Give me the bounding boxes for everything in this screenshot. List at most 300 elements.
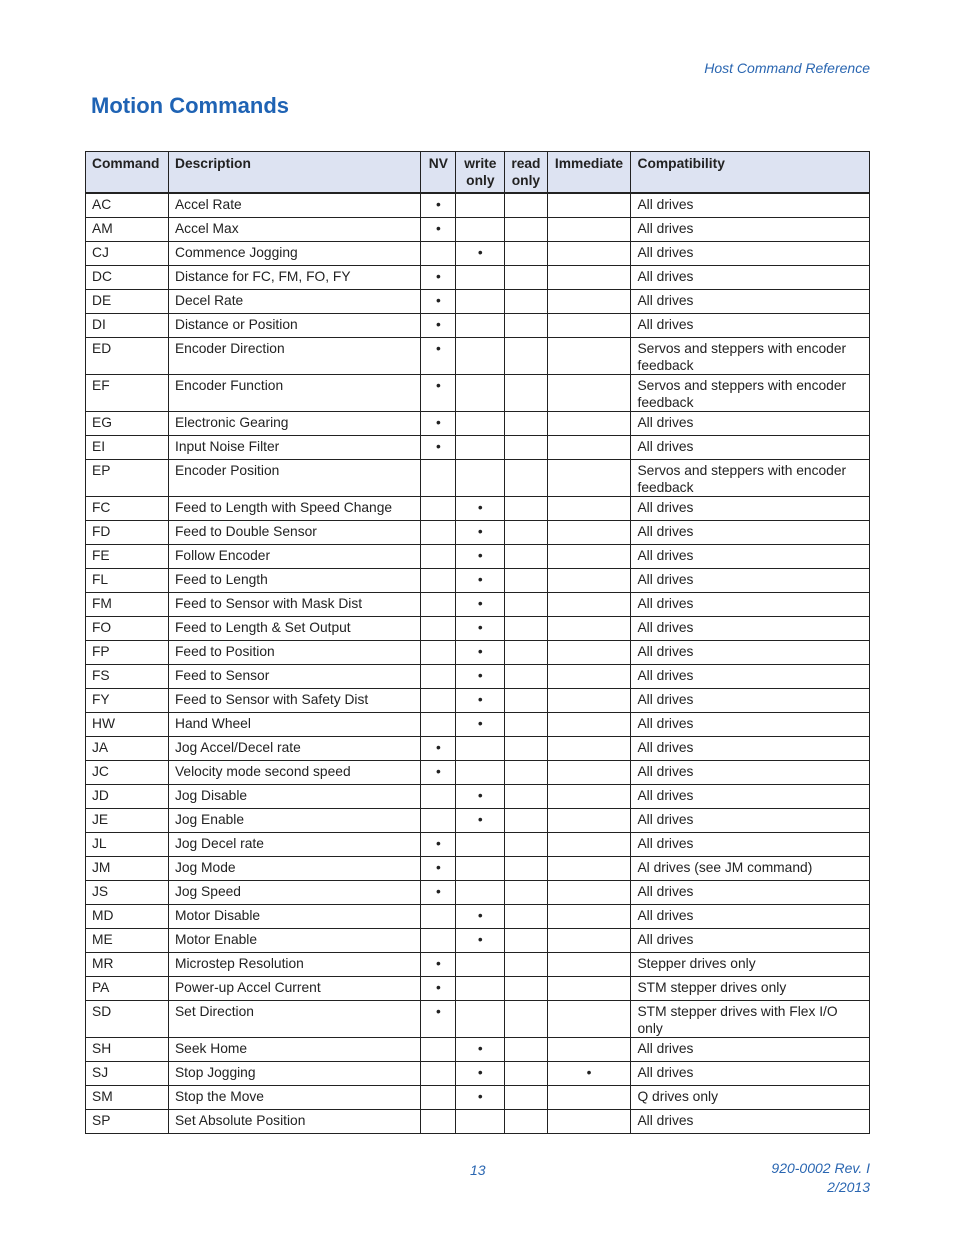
- table-row: [86, 290, 870, 314]
- cell-immediate: [547, 689, 631, 713]
- cell-description: Microstep Resolution: [168, 953, 420, 977]
- table-row: [86, 1038, 870, 1062]
- cell-read-only: [505, 665, 547, 689]
- cell-description: Jog Mode: [168, 857, 420, 881]
- cell-compatibility: All drives: [631, 1062, 870, 1086]
- cell-command: EP: [86, 460, 169, 497]
- cell-description: Commence Jogging: [168, 242, 420, 266]
- cell-read-only: [505, 1038, 547, 1062]
- cell-compatibility: All drives: [631, 737, 870, 761]
- cell-read-only: [505, 242, 547, 266]
- cell-read-only: [505, 689, 547, 713]
- cell-command: MD: [86, 905, 169, 929]
- table-row: [86, 314, 870, 338]
- cell-compatibility: All drives: [631, 545, 870, 569]
- cell-description: Jog Accel/Decel rate: [168, 737, 420, 761]
- table-header-row: [86, 152, 870, 194]
- cell-immediate: [547, 460, 631, 497]
- cell-description: Distance for FC, FM, FO, FY: [168, 266, 420, 290]
- cell-read-only: [505, 193, 547, 218]
- cell-command: SH: [86, 1038, 169, 1062]
- cell-command: EF: [86, 375, 169, 412]
- cell-nv: •: [421, 193, 456, 218]
- cell-write-only: [456, 761, 505, 785]
- cell-compatibility: All drives: [631, 242, 870, 266]
- cell-nv: [421, 521, 456, 545]
- cell-nv: [421, 497, 456, 521]
- header-section-ref: Host Command Reference: [704, 60, 870, 76]
- cell-nv: [421, 905, 456, 929]
- table-row: [86, 569, 870, 593]
- cell-command: JS: [86, 881, 169, 905]
- cell-write-only: •: [456, 809, 505, 833]
- cell-read-only: [505, 761, 547, 785]
- cell-description: Jog Enable: [168, 809, 420, 833]
- cell-command: JE: [86, 809, 169, 833]
- cell-read-only: [505, 545, 547, 569]
- cell-command: FL: [86, 569, 169, 593]
- cell-nv: •: [421, 375, 456, 412]
- cell-nv: [421, 593, 456, 617]
- doc-date: 2/2013: [827, 1179, 870, 1195]
- cell-write-only: [456, 460, 505, 497]
- cell-immediate: [547, 977, 631, 1001]
- cell-immediate: [547, 218, 631, 242]
- table-row: [86, 737, 870, 761]
- cell-immediate: [547, 242, 631, 266]
- cell-write-only: [456, 833, 505, 857]
- cell-write-only: •: [456, 617, 505, 641]
- cell-command: FC: [86, 497, 169, 521]
- cell-immediate: [547, 665, 631, 689]
- cell-write-only: •: [456, 1062, 505, 1086]
- table-row: [86, 833, 870, 857]
- cell-read-only: [505, 809, 547, 833]
- table-row: [86, 1001, 870, 1038]
- cell-compatibility: All drives: [631, 314, 870, 338]
- cell-immediate: [547, 857, 631, 881]
- cell-nv: [421, 713, 456, 737]
- cell-read-only: [505, 436, 547, 460]
- cell-command: EI: [86, 436, 169, 460]
- cell-immediate: [547, 569, 631, 593]
- cell-read-only: [505, 833, 547, 857]
- cell-compatibility: All drives: [631, 761, 870, 785]
- cell-read-only: [505, 314, 547, 338]
- table-row: [86, 881, 870, 905]
- cell-description: Hand Wheel: [168, 713, 420, 737]
- col-header-command: Command: [86, 152, 169, 194]
- cell-nv: •: [421, 977, 456, 1001]
- cell-compatibility: Servos and steppers with encoder feedback: [631, 460, 870, 497]
- col-header-nv: NV: [421, 152, 456, 194]
- cell-compatibility: Stepper drives only: [631, 953, 870, 977]
- cell-description: Feed to Length: [168, 569, 420, 593]
- cell-nv: [421, 689, 456, 713]
- cell-immediate: [547, 338, 631, 375]
- cell-description: Power-up Accel Current: [168, 977, 420, 1001]
- table-row: [86, 857, 870, 881]
- cell-command: ME: [86, 929, 169, 953]
- cell-description: Decel Rate: [168, 290, 420, 314]
- cell-compatibility: All drives: [631, 218, 870, 242]
- cell-write-only: [456, 737, 505, 761]
- cell-command: DE: [86, 290, 169, 314]
- cell-write-only: •: [456, 641, 505, 665]
- cell-write-only: •: [456, 497, 505, 521]
- cell-write-only: [456, 953, 505, 977]
- cell-description: Motor Enable: [168, 929, 420, 953]
- cell-compatibility: All drives: [631, 266, 870, 290]
- cell-command: FY: [86, 689, 169, 713]
- cell-command: FM: [86, 593, 169, 617]
- cell-write-only: [456, 881, 505, 905]
- cell-immediate: [547, 905, 631, 929]
- cell-compatibility: All drives: [631, 833, 870, 857]
- page-title: Motion Commands: [91, 93, 289, 118]
- cell-compatibility: All drives: [631, 521, 870, 545]
- cell-read-only: [505, 929, 547, 953]
- table-row: [86, 641, 870, 665]
- motion-commands-table: [85, 151, 870, 1134]
- cell-nv: [421, 785, 456, 809]
- cell-compatibility: All drives: [631, 809, 870, 833]
- cell-read-only: [505, 497, 547, 521]
- cell-immediate: [547, 1038, 631, 1062]
- cell-nv: •: [421, 436, 456, 460]
- cell-command: SM: [86, 1086, 169, 1110]
- cell-command: AM: [86, 218, 169, 242]
- cell-write-only: •: [456, 593, 505, 617]
- table-row: [86, 218, 870, 242]
- cell-nv: [421, 460, 456, 497]
- table-row: [86, 1086, 870, 1110]
- cell-description: Accel Max: [168, 218, 420, 242]
- cell-command: FS: [86, 665, 169, 689]
- cell-immediate: [547, 266, 631, 290]
- cell-command: EG: [86, 412, 169, 436]
- cell-description: Encoder Position: [168, 460, 420, 497]
- cell-read-only: [505, 412, 547, 436]
- table-row: [86, 193, 870, 218]
- cell-description: Electronic Gearing: [168, 412, 420, 436]
- cell-write-only: [456, 375, 505, 412]
- cell-command: JL: [86, 833, 169, 857]
- cell-read-only: [505, 593, 547, 617]
- cell-nv: •: [421, 412, 456, 436]
- cell-read-only: [505, 1086, 547, 1110]
- cell-compatibility: All drives: [631, 436, 870, 460]
- cell-write-only: •: [456, 242, 505, 266]
- cell-nv: •: [421, 737, 456, 761]
- cell-immediate: [547, 497, 631, 521]
- cell-command: SJ: [86, 1062, 169, 1086]
- cell-nv: •: [421, 1001, 456, 1038]
- table-row: [86, 665, 870, 689]
- cell-description: Follow Encoder: [168, 545, 420, 569]
- cell-compatibility: Servos and steppers with encoder feedback: [631, 338, 870, 375]
- cell-compatibility: All drives: [631, 905, 870, 929]
- cell-write-only: [456, 290, 505, 314]
- cell-description: Stop Jogging: [168, 1062, 420, 1086]
- doc-revision: 920-0002 Rev. I: [771, 1160, 870, 1176]
- cell-immediate: [547, 809, 631, 833]
- cell-write-only: [456, 193, 505, 218]
- cell-compatibility: All drives: [631, 290, 870, 314]
- cell-immediate: [547, 290, 631, 314]
- cell-write-only: [456, 338, 505, 375]
- cell-immediate: [547, 881, 631, 905]
- cell-description: Feed to Double Sensor: [168, 521, 420, 545]
- cell-description: Velocity mode second speed: [168, 761, 420, 785]
- cell-read-only: [505, 521, 547, 545]
- cell-description: Feed to Sensor: [168, 665, 420, 689]
- cell-compatibility: All drives: [631, 1038, 870, 1062]
- col-header-write-only: write only: [456, 152, 505, 194]
- cell-description: Jog Disable: [168, 785, 420, 809]
- col-header-description: Description: [168, 152, 420, 194]
- cell-compatibility: All drives: [631, 497, 870, 521]
- table-row: [86, 689, 870, 713]
- table-row: [86, 977, 870, 1001]
- table-row: [86, 617, 870, 641]
- cell-read-only: [505, 977, 547, 1001]
- cell-write-only: •: [456, 569, 505, 593]
- cell-command: DC: [86, 266, 169, 290]
- cell-command: AC: [86, 193, 169, 218]
- cell-write-only: [456, 218, 505, 242]
- cell-description: Distance or Position: [168, 314, 420, 338]
- cell-read-only: [505, 617, 547, 641]
- cell-compatibility: Al drives (see JM command): [631, 857, 870, 881]
- cell-write-only: [456, 266, 505, 290]
- cell-compatibility: All drives: [631, 713, 870, 737]
- cell-description: Stop the Move: [168, 1086, 420, 1110]
- cell-nv: [421, 242, 456, 266]
- table-row: [86, 412, 870, 436]
- table-row: [86, 242, 870, 266]
- cell-read-only: [505, 1062, 547, 1086]
- cell-write-only: •: [456, 665, 505, 689]
- cell-write-only: [456, 977, 505, 1001]
- cell-write-only: •: [456, 545, 505, 569]
- table-row: [86, 713, 870, 737]
- cell-nv: [421, 1038, 456, 1062]
- cell-immediate: [547, 1086, 631, 1110]
- cell-read-only: [505, 569, 547, 593]
- table-row: [86, 497, 870, 521]
- table-row: [86, 593, 870, 617]
- cell-immediate: [547, 617, 631, 641]
- cell-nv: •: [421, 218, 456, 242]
- cell-write-only: •: [456, 905, 505, 929]
- cell-immediate: [547, 953, 631, 977]
- cell-command: JC: [86, 761, 169, 785]
- cell-immediate: [547, 761, 631, 785]
- cell-compatibility: All drives: [631, 412, 870, 436]
- cell-read-only: [505, 905, 547, 929]
- cell-read-only: [505, 737, 547, 761]
- cell-read-only: [505, 375, 547, 412]
- cell-command: FP: [86, 641, 169, 665]
- cell-compatibility: All drives: [631, 689, 870, 713]
- cell-compatibility: Q drives only: [631, 1086, 870, 1110]
- cell-command: PA: [86, 977, 169, 1001]
- cell-command: ED: [86, 338, 169, 375]
- cell-description: Encoder Direction: [168, 338, 420, 375]
- cell-compatibility: All drives: [631, 193, 870, 218]
- cell-command: DI: [86, 314, 169, 338]
- cell-compatibility: All drives: [631, 641, 870, 665]
- cell-write-only: •: [456, 785, 505, 809]
- table-row: [86, 929, 870, 953]
- cell-immediate: [547, 545, 631, 569]
- cell-immediate: [547, 436, 631, 460]
- cell-description: Accel Rate: [168, 193, 420, 218]
- cell-write-only: [456, 1001, 505, 1038]
- table-row: [86, 545, 870, 569]
- cell-compatibility: All drives: [631, 617, 870, 641]
- cell-write-only: •: [456, 521, 505, 545]
- cell-nv: •: [421, 314, 456, 338]
- col-header-read-only: read only: [505, 152, 547, 194]
- cell-nv: •: [421, 761, 456, 785]
- col-header-immediate: Immediate: [547, 152, 631, 194]
- cell-command: MR: [86, 953, 169, 977]
- table-body: [86, 193, 870, 1134]
- cell-command: JA: [86, 737, 169, 761]
- page-number: 13: [470, 1162, 486, 1178]
- cell-nv: [421, 665, 456, 689]
- table-row: [86, 785, 870, 809]
- cell-immediate: [547, 1001, 631, 1038]
- cell-compatibility: All drives: [631, 785, 870, 809]
- cell-immediate: [547, 593, 631, 617]
- cell-write-only: [456, 1110, 505, 1134]
- cell-immediate: [547, 929, 631, 953]
- cell-read-only: [505, 785, 547, 809]
- cell-compatibility: STM stepper drives with Flex I/O only: [631, 1001, 870, 1038]
- cell-nv: •: [421, 833, 456, 857]
- cell-nv: •: [421, 290, 456, 314]
- doc-revision-block: [771, 1159, 870, 1197]
- cell-command: SP: [86, 1110, 169, 1134]
- cell-read-only: [505, 713, 547, 737]
- cell-read-only: [505, 953, 547, 977]
- cell-nv: [421, 617, 456, 641]
- cell-compatibility: Servos and steppers with encoder feedback: [631, 375, 870, 412]
- cell-nv: •: [421, 266, 456, 290]
- cell-command: JM: [86, 857, 169, 881]
- cell-command: JD: [86, 785, 169, 809]
- cell-command: FD: [86, 521, 169, 545]
- cell-command: FE: [86, 545, 169, 569]
- cell-nv: [421, 545, 456, 569]
- cell-immediate: [547, 1110, 631, 1134]
- cell-read-only: [505, 338, 547, 375]
- table-row: [86, 266, 870, 290]
- cell-nv: •: [421, 338, 456, 375]
- cell-nv: [421, 929, 456, 953]
- table-row: [86, 436, 870, 460]
- cell-write-only: •: [456, 689, 505, 713]
- cell-compatibility: All drives: [631, 1110, 870, 1134]
- cell-description: Jog Speed: [168, 881, 420, 905]
- cell-write-only: [456, 857, 505, 881]
- cell-nv: [421, 1110, 456, 1134]
- cell-write-only: •: [456, 1086, 505, 1110]
- cell-read-only: [505, 290, 547, 314]
- cell-description: Feed to Length & Set Output: [168, 617, 420, 641]
- cell-compatibility: All drives: [631, 593, 870, 617]
- cell-read-only: [505, 460, 547, 497]
- cell-read-only: [505, 881, 547, 905]
- table-row: [86, 460, 870, 497]
- cell-command: CJ: [86, 242, 169, 266]
- cell-immediate: [547, 412, 631, 436]
- cell-immediate: [547, 193, 631, 218]
- cell-write-only: [456, 436, 505, 460]
- cell-read-only: [505, 218, 547, 242]
- cell-immediate: [547, 737, 631, 761]
- cell-nv: [421, 809, 456, 833]
- col-header-compatibility: Compatibility: [631, 152, 870, 194]
- cell-compatibility: All drives: [631, 665, 870, 689]
- cell-nv: [421, 569, 456, 593]
- cell-immediate: [547, 375, 631, 412]
- table-row: [86, 953, 870, 977]
- cell-nv: •: [421, 953, 456, 977]
- cell-read-only: [505, 857, 547, 881]
- table-row: [86, 905, 870, 929]
- cell-compatibility: STM stepper drives only: [631, 977, 870, 1001]
- cell-description: Feed to Position: [168, 641, 420, 665]
- cell-description: Jog Decel rate: [168, 833, 420, 857]
- cell-immediate: [547, 713, 631, 737]
- cell-description: Encoder Function: [168, 375, 420, 412]
- cell-immediate: [547, 314, 631, 338]
- cell-command: SD: [86, 1001, 169, 1038]
- cell-nv: [421, 641, 456, 665]
- table-row: [86, 521, 870, 545]
- cell-description: Set Absolute Position: [168, 1110, 420, 1134]
- table-row: [86, 338, 870, 375]
- cell-read-only: [505, 1001, 547, 1038]
- cell-write-only: •: [456, 1038, 505, 1062]
- cell-description: Input Noise Filter: [168, 436, 420, 460]
- cell-compatibility: All drives: [631, 569, 870, 593]
- cell-description: Motor Disable: [168, 905, 420, 929]
- cell-compatibility: All drives: [631, 929, 870, 953]
- table-row: [86, 809, 870, 833]
- cell-immediate: [547, 833, 631, 857]
- cell-description: Feed to Sensor with Safety Dist: [168, 689, 420, 713]
- cell-read-only: [505, 641, 547, 665]
- cell-command: HW: [86, 713, 169, 737]
- cell-description: Seek Home: [168, 1038, 420, 1062]
- cell-description: Feed to Sensor with Mask Dist: [168, 593, 420, 617]
- cell-command: FO: [86, 617, 169, 641]
- cell-read-only: [505, 266, 547, 290]
- table-row: [86, 1062, 870, 1086]
- cell-nv: [421, 1086, 456, 1110]
- cell-write-only: •: [456, 929, 505, 953]
- cell-description: Set Direction: [168, 1001, 420, 1038]
- cell-read-only: [505, 1110, 547, 1134]
- cell-nv: [421, 1062, 456, 1086]
- cell-write-only: [456, 412, 505, 436]
- cell-description: Feed to Length with Speed Change: [168, 497, 420, 521]
